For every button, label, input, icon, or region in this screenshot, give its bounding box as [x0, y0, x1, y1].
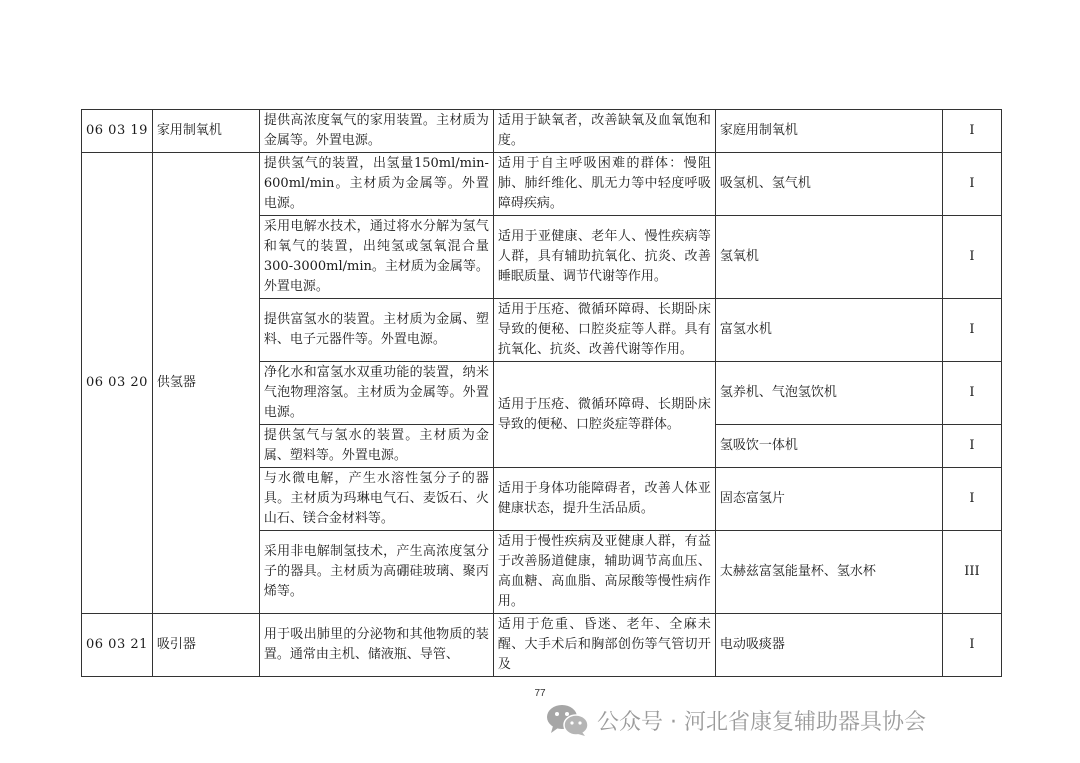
row-example: 氢氧机: [715, 216, 942, 299]
row-description: 净化水和富氢水双重功能的装置，纳米气泡物理溶氢。主材质为金属等。外置电源。: [259, 362, 493, 425]
row-description: 提供氢气的装置，出氢量150ml/min-600ml/min。主材质为金属等。外置电源。: [259, 153, 493, 216]
row-usage: 适用于缺氧者，改善缺氧及血氧饱和度。: [493, 110, 715, 153]
row-class: I: [942, 299, 1001, 362]
row-class: I: [942, 468, 1001, 531]
row-code: 06 03 21: [82, 614, 153, 677]
row-class: I: [942, 362, 1001, 425]
row-example: 电动吸痰器: [715, 614, 942, 677]
table-row: [82, 153, 1002, 216]
table-row: [82, 614, 1002, 677]
row-class: I: [942, 110, 1001, 153]
row-usage: 适用于自主呼吸困难的群体：慢阻肺、肺纤维化、肌无力等中轻度呼吸障碍疾病。: [493, 153, 715, 216]
row-class: I: [942, 153, 1001, 216]
row-usage: 适用于身体功能障碍者，改善人体亚健康状态，提升生活品质。: [493, 468, 715, 531]
row-usage: 适用于压疮、微循环障碍、长期卧床导致的便秘、口腔炎症等群体。: [493, 362, 715, 468]
row-description: 提供富氢水的装置。主材质为金属、塑料、电子元器件等。外置电源。: [259, 299, 493, 362]
row-example: 太赫兹富氢能量杯、氢水杯: [715, 531, 942, 614]
row-name: 吸引器: [152, 614, 259, 677]
row-description: 采用非电解制氢技术，产生高浓度氢分子的器具。主材质为高硼硅玻璃、聚丙烯等。: [259, 531, 493, 614]
watermark-text: 公众号 · 河北省康复辅助器具协会: [597, 709, 926, 735]
row-description: 提供高浓度氧气的家用装置。主材质为金属等。外置电源。: [259, 110, 493, 153]
row-usage: 适用于慢性疾病及亚健康人群，有益于改善肠道健康，辅助调节高血压、高血糖、高血脂、高尿酸等慢性病作用。: [493, 531, 715, 614]
row-class: I: [942, 614, 1001, 677]
row-description: 提供氢气与氢水的装置。主材质为金属、塑料等。外置电源。: [259, 425, 493, 468]
row-example: 固态富氢片: [715, 468, 942, 531]
row-class: I: [942, 425, 1001, 468]
row-description: 用于吸出肺里的分泌物和其他物质的装置。通常由主机、储液瓶、导管、: [259, 614, 493, 677]
watermark: [545, 700, 926, 740]
row-name: 供氢器: [152, 153, 259, 614]
row-code: 06 03 19: [82, 110, 153, 153]
row-example: 氢吸饮一体机: [715, 425, 942, 468]
row-code: 06 03 20: [82, 153, 153, 614]
row-class: III: [942, 531, 1001, 614]
row-name: 家用制氧机: [152, 110, 259, 153]
device-table: [81, 109, 1002, 677]
row-usage: 适用于亚健康、老年人、慢性疾病等人群，具有辅助抗氧化、抗炎、改善睡眠质量、调节代谢等作用。: [493, 216, 715, 299]
table-row: [82, 110, 1002, 153]
row-description: 与水微电解，产生水溶性氢分子的器具。主材质为玛琳电气石、麦饭石、火山石、镁合金材料等。: [259, 468, 493, 531]
wechat-icon: [545, 703, 589, 737]
row-example: 氢养机、气泡氢饮机: [715, 362, 942, 425]
page-number: 77: [534, 688, 546, 699]
row-class: I: [942, 216, 1001, 299]
row-example: 家庭用制氧机: [715, 110, 942, 153]
row-usage: 适用于压疮、微循环障碍、长期卧床导致的便秘、口腔炎症等人群。具有抗氧化、抗炎、改善代谢等作用。: [493, 299, 715, 362]
row-usage: 适用于危重、昏迷、老年、全麻未醒、大手术后和胸部创伤等气管切开及: [493, 614, 715, 677]
row-example: 富氢水机: [715, 299, 942, 362]
row-example: 吸氢机、氢气机: [715, 153, 942, 216]
row-description: 采用电解水技术，通过将水分解为氢气和氧气的装置，出纯氢或氢氧混合量300-3000ml/min。主材质为金属等。外置电源。: [259, 216, 493, 299]
